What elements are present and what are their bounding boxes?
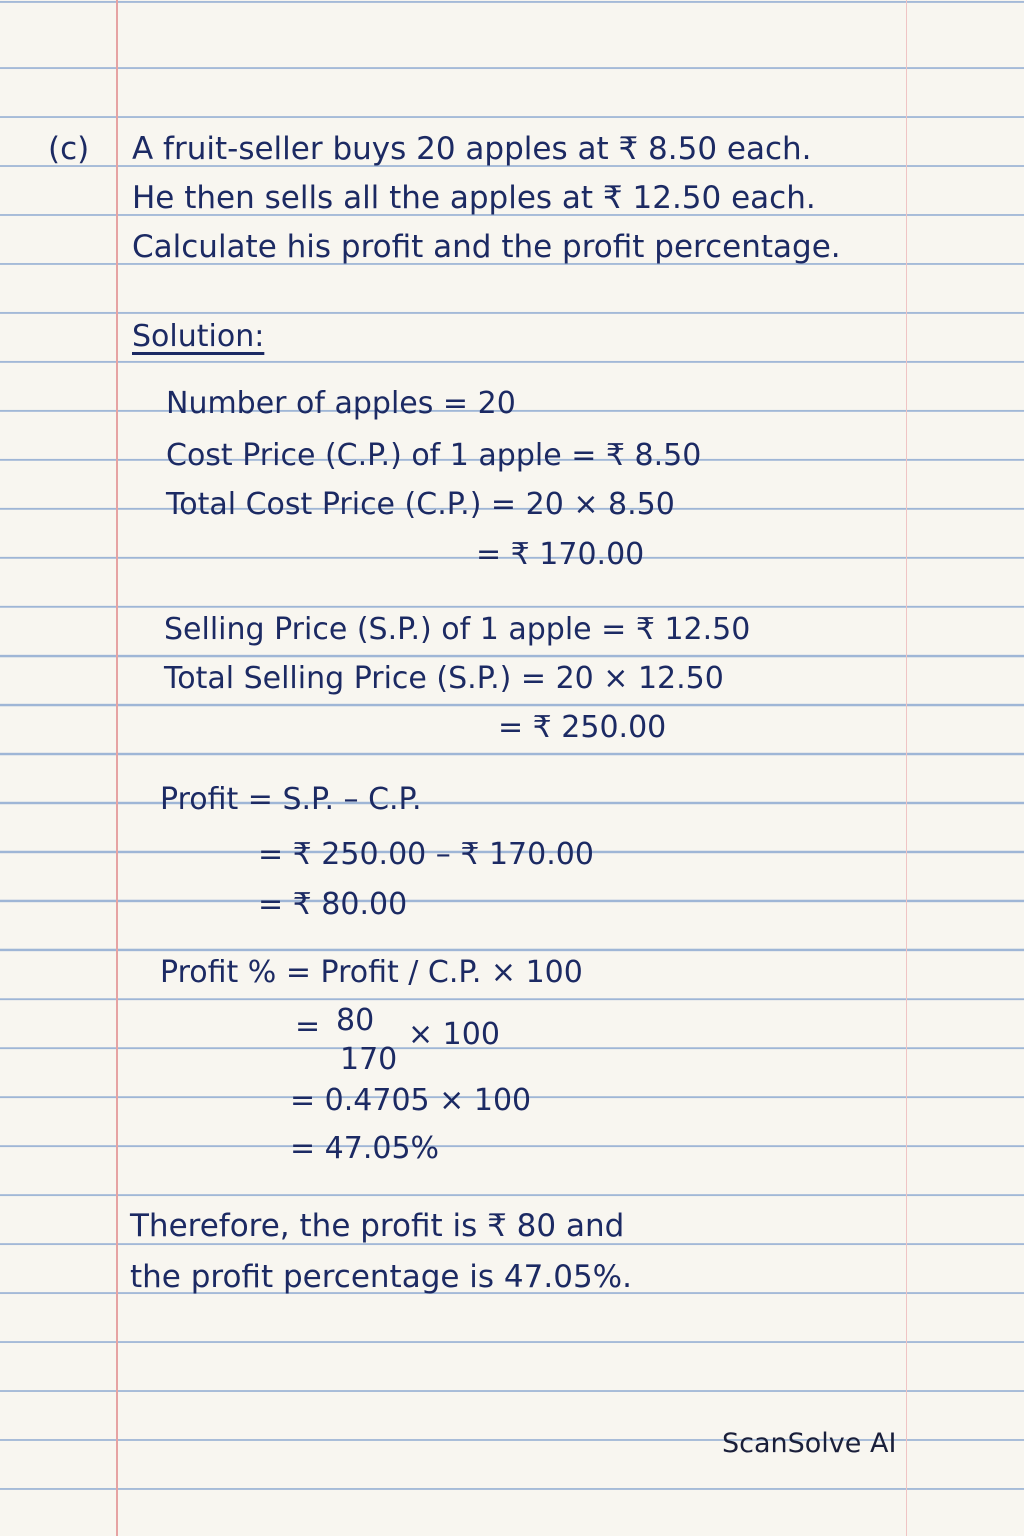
number-of-apples-line: Number of apples = 20 <box>166 386 516 421</box>
total-selling-line: Total Selling Price (S.P.) = 20 × 12.50 <box>164 661 724 696</box>
question-line-2: He then sells all the apples at ₹ 12.50 each. <box>132 180 816 216</box>
profit-formula-line: Profit = S.P. – C.P. <box>160 782 422 817</box>
selling-price-one-line: Selling Price (S.P.) of 1 apple = ₹ 12.50 <box>164 612 751 647</box>
watermark-text: ScanSolve AI <box>722 1428 897 1459</box>
total-cost-result: = ₹ 170.00 <box>476 537 645 572</box>
total-cost-line: Total Cost Price (C.P.) = 20 × 8.50 <box>166 487 675 522</box>
fraction-numerator: 80 <box>336 1003 375 1038</box>
solution-heading: Solution: <box>132 319 265 354</box>
question-line-1: A fruit-seller buys 20 apples at ₹ 8.50 each. <box>132 131 812 167</box>
question-label: (c) <box>48 131 90 167</box>
profit-substitution-line: = ₹ 250.00 – ₹ 170.00 <box>258 837 594 872</box>
left-margin-line <box>116 0 118 1536</box>
percent-step-line: = 0.4705 × 100 <box>290 1083 532 1118</box>
conclusion-line-1: Therefore, the profit is ₹ 80 and <box>130 1208 625 1244</box>
total-selling-result: = ₹ 250.00 <box>498 710 667 745</box>
cost-price-one-line: Cost Price (C.P.) of 1 apple = ₹ 8.50 <box>166 438 702 473</box>
question-line-3: Calculate his profit and the profit percentage. <box>132 229 841 265</box>
conclusion-line-2: the profit percentage is 47.05%. <box>130 1259 632 1295</box>
fraction-times-100: × 100 <box>408 1017 500 1052</box>
fraction-denominator: 170 <box>340 1042 398 1077</box>
percent-result-line: = 47.05% <box>290 1131 440 1166</box>
fraction-equals-sign: = <box>295 1009 321 1044</box>
profit-percent-formula: Profit % = Profit / C.P. × 100 <box>160 955 583 990</box>
profit-result-line: = ₹ 80.00 <box>258 887 408 922</box>
right-margin-line <box>906 0 907 1536</box>
